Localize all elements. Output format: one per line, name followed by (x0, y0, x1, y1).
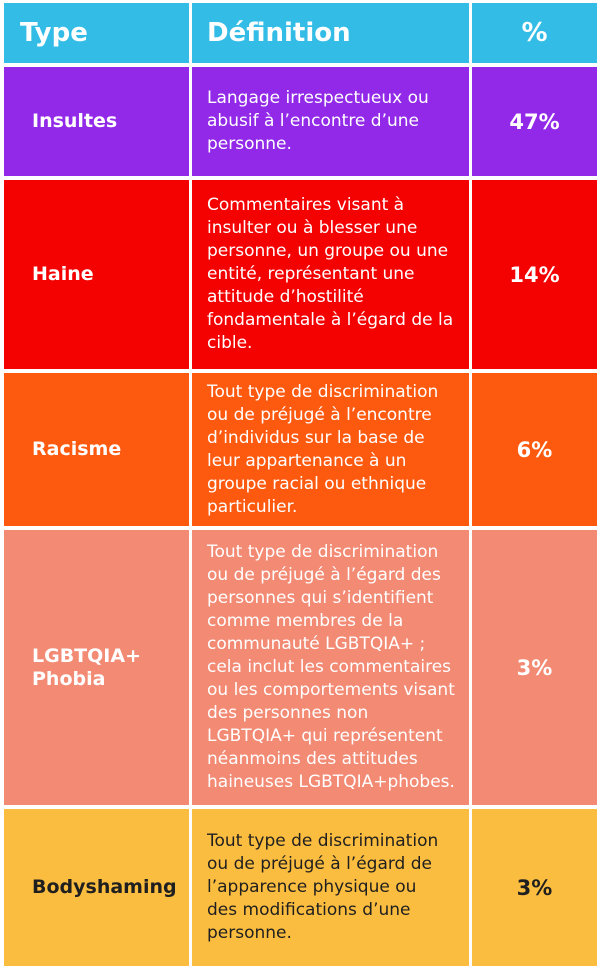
table-row-haine (0, 180, 600, 369)
definition-text: Tout type de discrimination ou de préjugé à l’encontre d’individus sur la base de leur appartenance à un groupe racial ou ethnique particulier. (207, 381, 439, 517)
definition-text: Commentaires visant à insulter ou à blesser une personne, un groupe ou une entité, représentant une attitude d’hostilité fondamentale à l’égard de la cible. (207, 195, 454, 353)
definition-text: Tout type de discrimination ou de préjugé à l’égard des personnes qui s’identifient comme membres de la communauté LGBTQIA+ ; cela inclut les commentaires ou les comportements visant des personnes non LGBTQIA+ qui représentent néanmoins des attitudes haineuses LGBTQIA+phobes. (207, 542, 455, 792)
table-row-bodyshaming (0, 809, 600, 966)
definition-cell (192, 373, 469, 526)
table-row-insultes (0, 67, 600, 176)
percent-cell: 47% (472, 67, 597, 176)
header-type: Type (4, 3, 189, 63)
definition-cell (192, 530, 469, 805)
definition-text: Langage irrespectueux ou abusif à l’encontre d’une personne. (207, 88, 429, 154)
table-row-lgbtqia-phobia (0, 530, 600, 805)
definition-text: Tout type de discrimination ou de préjugé à l’égard de l’apparence physique ou des modifications d’une personne. (207, 831, 439, 943)
percent-cell: 14% (472, 180, 597, 369)
definition-cell (192, 809, 469, 966)
type-text: LGBTQIA+ Phobia (32, 644, 141, 690)
percent-cell: 3% (472, 809, 597, 966)
percent-cell: 3% (472, 530, 597, 805)
definition-cell (192, 180, 469, 369)
type-cell: Insultes (4, 67, 189, 176)
table-row-racisme (0, 373, 600, 526)
header-definition: Définition (192, 3, 469, 63)
type-cell (4, 530, 189, 805)
type-cell: Haine (4, 180, 189, 369)
type-cell: Bodyshaming (4, 809, 189, 966)
percent-cell: 6% (472, 373, 597, 526)
header-percent: % (472, 3, 597, 63)
definition-cell (192, 67, 469, 176)
header-row (0, 3, 600, 63)
type-cell: Racisme (4, 373, 189, 526)
